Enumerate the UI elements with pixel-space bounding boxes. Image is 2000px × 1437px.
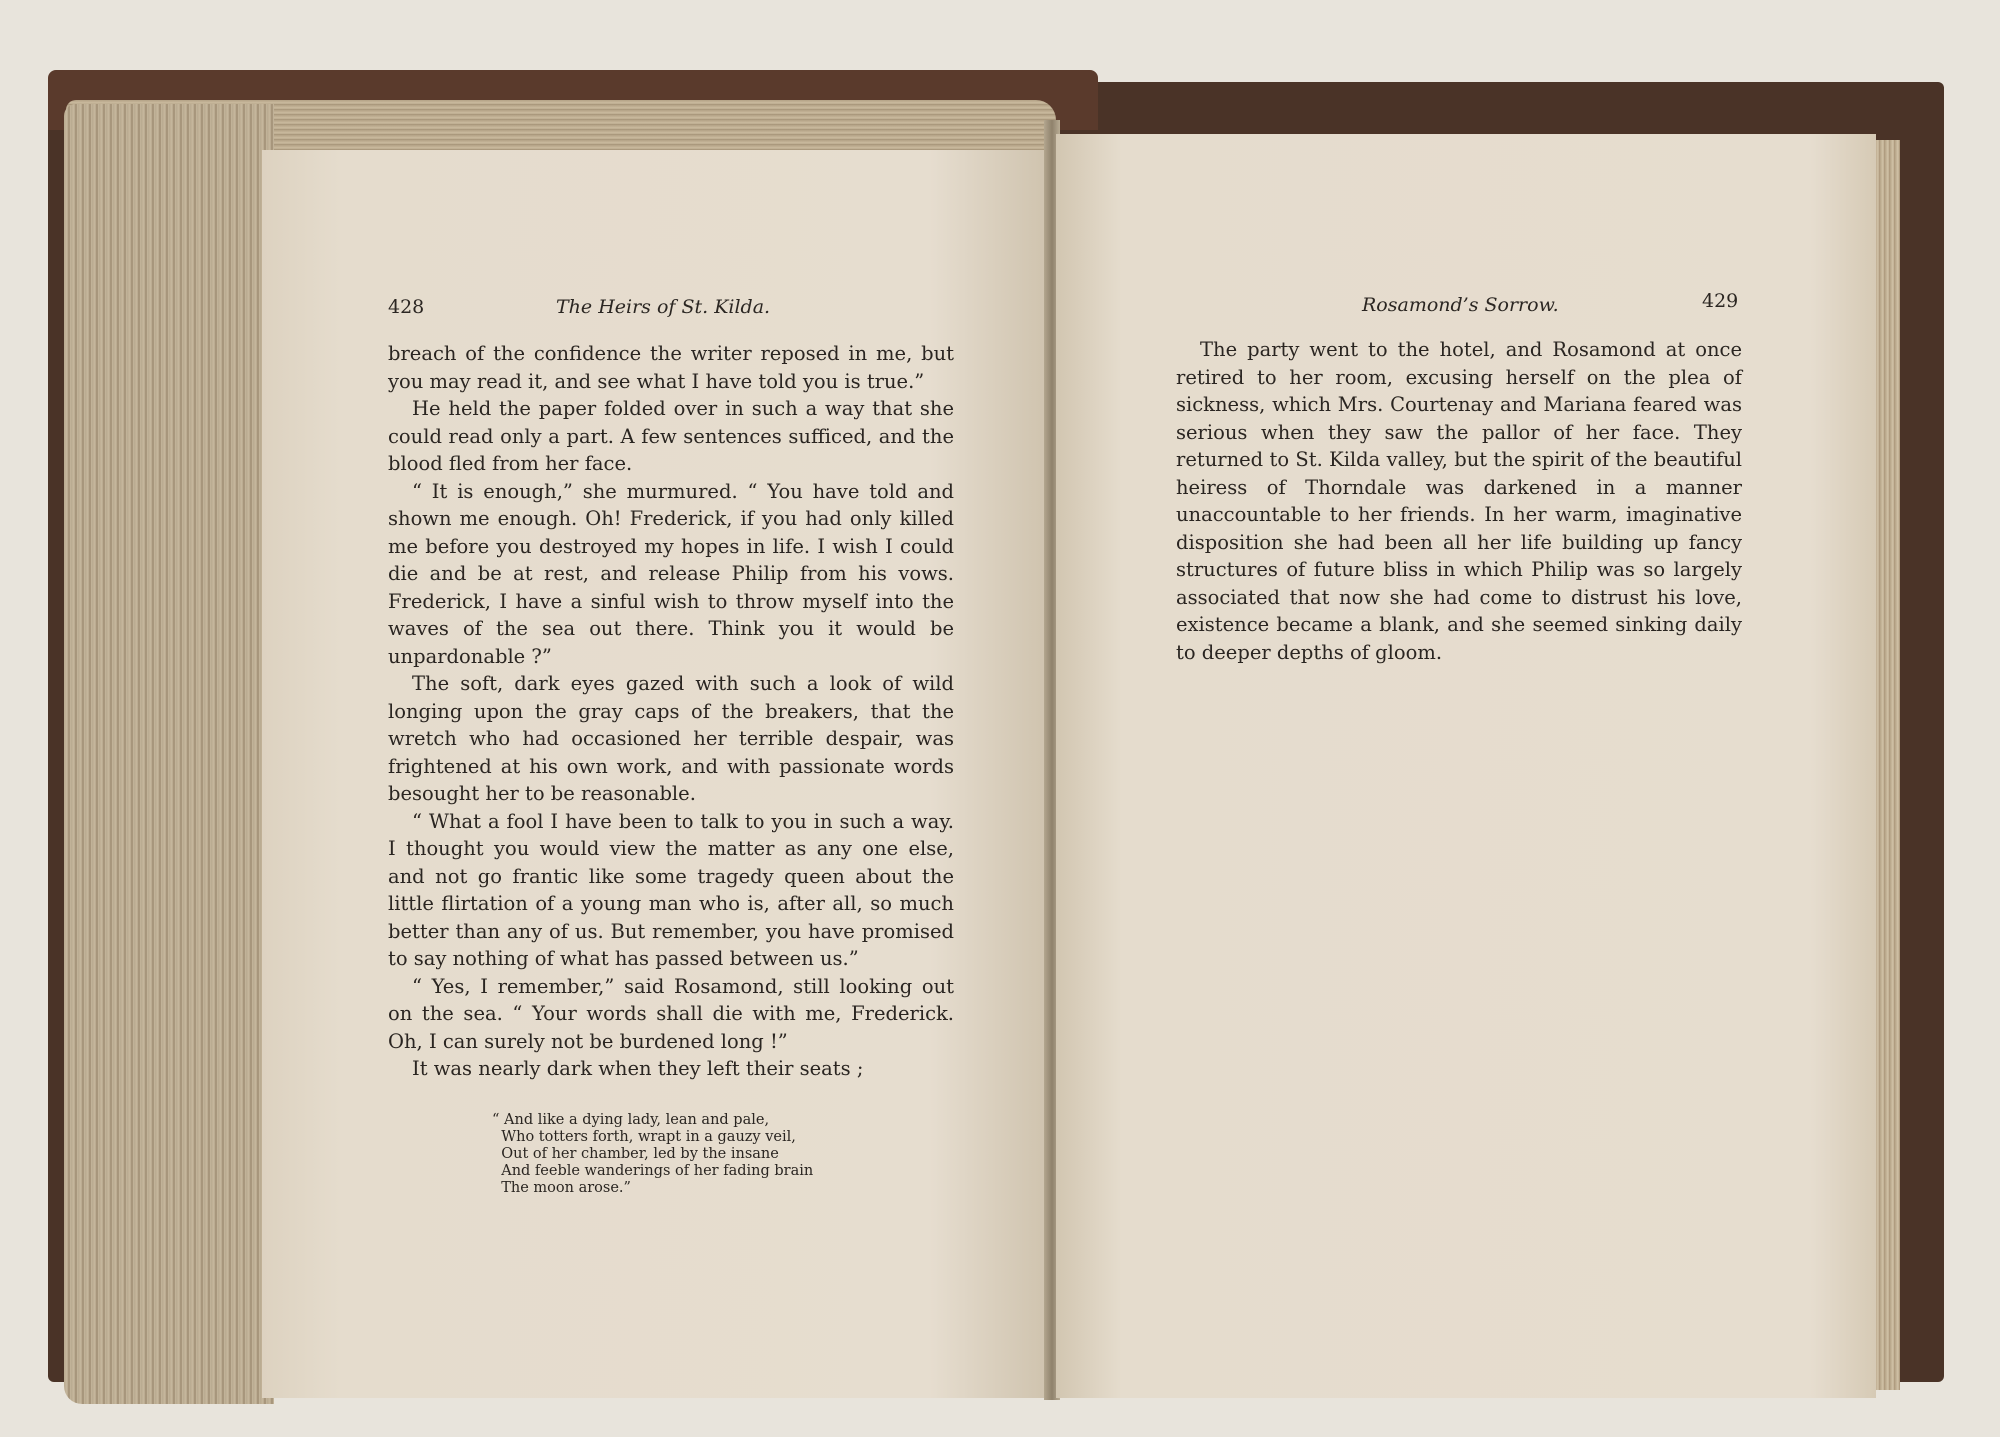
left-paragraph-1: breach of the confidence the writer reposed in me, but you may read it, and see what I have told you is true.”	[388, 342, 954, 393]
left-paragraph-3: “ It is enough,” she murmured. “ You have told and shown me enough. Oh! Frederick, if you had only killed me before you destroyed my hopes in life. I wish I could die and be at rest, and release Philip from his vows. Frederick, I have a sinful wish to throw myself into the waves of the sea out there. Think you it would be unpardonable ?”	[388, 479, 954, 668]
left-text-body	[388, 340, 954, 1083]
left-paragraph-5: “ What a fool I have been to talk to you in such a way. I thought you would view the matter as any one else, and not go frantic like some tragedy queen about the little flirtation of a young man who is, after all, so much better than any of us. But remember, you have promised to say nothing of what has passed between us.”	[388, 809, 954, 970]
left-running-title	[556, 296, 770, 318]
left-paragraph-2: He held the paper folded over in such a way that she could read only a part. A few sentences sufficed, and the blood fled from her face.	[388, 397, 954, 475]
left-poem-quote: “ And like a dying lady, lean and pale, Who totters forth, wrapt in a gauzy veil, Out of her chamber, led by the insane And feeble wanderings of her fading brain The moon arose.”	[492, 1112, 814, 1196]
right-paragraph-1: The party went to the hotel, and Rosamond at once retired to her room, excusing herself on the plea of sickness, which Mrs. Courtenay and Mariana feared was serious when they saw the pallor of her face. They returned to St. Kilda valley, but the spirit of the beautiful heiress of Thorndale was darkened in a manner unaccountable to her friends. In her warm, imaginative disposition she had been all her life building up fancy structures of future bliss in which Philip was so largely associated that now she had come to distrust his love, existence became a blank, and she seemed sinking daily to deeper depths of gloom.	[1176, 338, 1742, 664]
right-running-title-text: Rosamond’s Sorrow.	[1362, 294, 1559, 316]
left-page-number: 428	[388, 296, 425, 318]
left-paragraph-4: The soft, dark eyes gazed with such a look of wild longing upon the gray caps of the breakers, that the wretch who had occasioned her terrible despair, was frightened at his own work, and with passionate words besought her to be reasonable.	[388, 672, 954, 805]
left-paragraph-7: It was nearly dark when they left their seats ;	[412, 1057, 864, 1080]
left-page	[262, 150, 1048, 1398]
right-text-body	[1176, 336, 1742, 666]
right-running-title	[1362, 294, 1559, 316]
right-page-number: 429	[1702, 290, 1739, 312]
right-page	[1056, 134, 1876, 1398]
left-paragraph-6: “ Yes, I remember,” said Rosamond, still looking out on the sea. “ Your words shall die with me, Frederick. Oh, I can surely not be burdened long !”	[388, 974, 954, 1053]
page-edges-left	[64, 104, 274, 1404]
left-running-title-text: The Heirs of St. Kilda.	[556, 296, 771, 318]
